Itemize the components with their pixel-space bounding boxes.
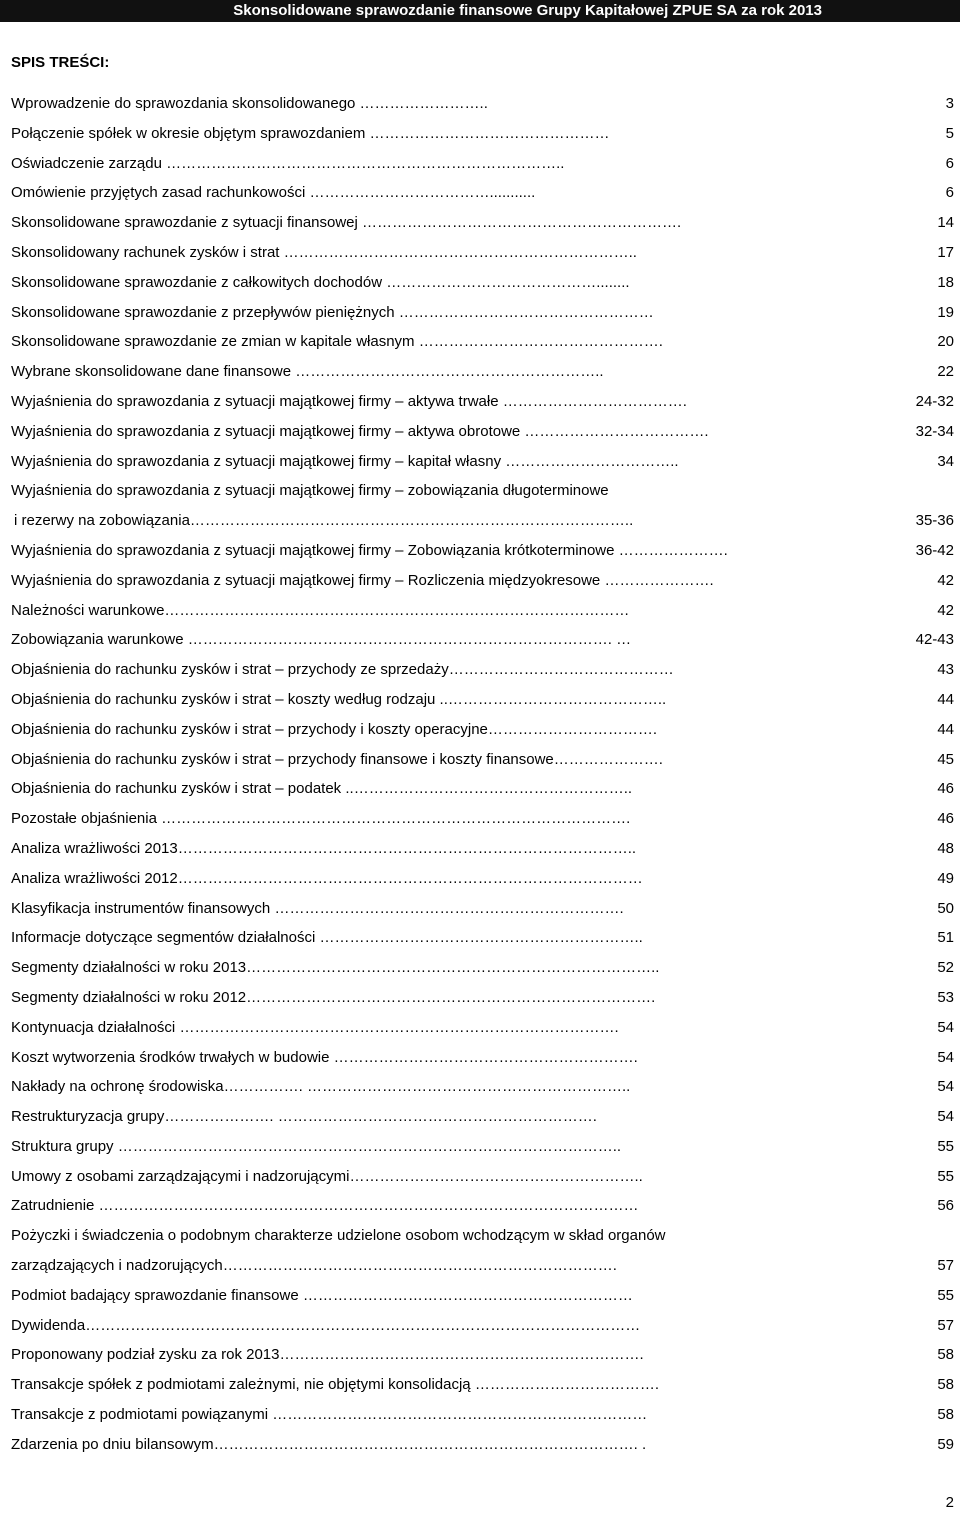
toc-entry-title: Skonsolidowane sprawozdanie z sytuacji finansowej (11, 214, 358, 232)
toc-entry-page: 55 (937, 1286, 954, 1304)
toc-entry-page: 6 (945, 154, 954, 172)
toc-entry[interactable] (0, 625, 960, 655)
toc-entry[interactable] (0, 655, 960, 685)
toc-entry-label (11, 333, 663, 350)
toc-entry[interactable] (0, 357, 960, 387)
toc-entry-label (11, 304, 654, 321)
toc-entry-label (11, 393, 687, 410)
toc-entry-label (11, 1436, 646, 1453)
toc-entry[interactable] (0, 327, 960, 357)
toc-entry-label (11, 155, 564, 172)
toc-entry-leader: ………………………………………………………………………………… (177, 869, 643, 887)
toc-entry-label (11, 214, 681, 231)
toc-entry-title: Segmenty działalności w roku 2012 (11, 988, 247, 1006)
toc-entry-label (11, 1227, 666, 1244)
toc-entry-label (11, 1019, 619, 1036)
toc-entry-label (11, 900, 624, 917)
toc-entry-leader: ……………………………………………………………………………….. (177, 839, 637, 857)
toc-entry-title: Analiza wrażliwości 2013 (11, 839, 178, 857)
toc-entry-title: i rezerwy na zobowiązania (14, 512, 190, 530)
toc-entry[interactable] (0, 1281, 960, 1311)
toc-entry-leader: …………………. (614, 541, 728, 559)
toc-entry-title: Objaśnienia do rachunku zysków i strat – przychody ze sprzedaży (11, 661, 449, 679)
toc-entry-page: 50 (937, 899, 954, 917)
toc-entry-leader: …………………. ………………………………………………………. (164, 1108, 597, 1126)
toc-entry[interactable] (0, 1191, 960, 1221)
toc-entry-title: Wyjaśnienia do sprawozdania z sytuacji majątkowej firmy – zobowiązania długoterminowe (11, 482, 609, 500)
toc-entry-title: Zdarzenia po dniu bilansowym (11, 1435, 214, 1453)
toc-entry-title: Klasyfikacja instrumentów finansowych (11, 899, 271, 917)
toc-entry[interactable] (0, 774, 960, 804)
toc-entry-label (11, 1287, 633, 1304)
toc-entry-page: 32-34 (915, 422, 954, 440)
toc-entry-label (11, 1257, 617, 1274)
toc-entry[interactable] (0, 983, 960, 1013)
toc-entry-title: Zobowiązania warunkowe (11, 631, 184, 649)
toc-entry-leader: ………………………………. (498, 392, 687, 410)
toc-entry-page: 55 (937, 1137, 954, 1155)
toc-entry-label (11, 1317, 640, 1334)
toc-entry-title: Proponowany podział zysku za rok 2013 (11, 1346, 280, 1364)
toc-entry-title: Nakłady na ochronę środowiska (11, 1078, 224, 1096)
toc-entry[interactable] (0, 268, 960, 298)
toc-entry-page: 34 (937, 452, 954, 470)
toc-entry-title: Skonsolidowane sprawozdanie ze zmian w kapitale własnym (11, 333, 415, 351)
toc-entry-page: 54 (937, 1078, 954, 1096)
toc-entry[interactable] (0, 506, 960, 536)
toc-entry-page: 17 (937, 243, 954, 261)
toc-entry-leader: ……………………………………………………………………….. (246, 959, 660, 977)
toc-entry-page: 59 (937, 1435, 954, 1453)
toc-entry[interactable] (0, 1340, 960, 1370)
toc-entry-title: Dywidenda (11, 1316, 86, 1334)
toc-entry-title: Skonsolidowane sprawozdanie z przepływów pieniężnych (11, 303, 395, 321)
toc-entry[interactable] (0, 953, 960, 983)
toc-entry-leader: ..…………………………………….. (435, 690, 667, 708)
toc-entry-leader: ……………………………. (487, 720, 658, 738)
toc-entry-label (11, 870, 643, 887)
toc-entry-label (11, 274, 630, 291)
toc-entry-leader: ………………………………………………………………… (268, 1406, 648, 1424)
toc-entry-title: Struktura grupy (11, 1137, 114, 1155)
toc-entry-page: 53 (937, 988, 954, 1006)
toc-entry-label (11, 929, 643, 946)
toc-entry-label (11, 184, 535, 201)
toc-entry[interactable] (0, 1132, 960, 1162)
toc-entry-title: Wyjaśnienia do sprawozdania z sytuacji majątkowej firmy – kapitał własny (11, 452, 502, 470)
toc-entry-label (11, 1197, 639, 1214)
toc-entry[interactable] (0, 566, 960, 596)
toc-entry-leader: ………………………………. (520, 422, 709, 440)
toc-entry-page: 36-42 (915, 541, 954, 559)
toc-entry[interactable] (0, 804, 960, 834)
toc-entry-label (11, 363, 604, 380)
toc-entry-leader: …………………………………………………………….. (279, 243, 637, 261)
toc-entry-title: Należności warunkowe (11, 601, 165, 619)
toc-entry-title: Koszt wytworzenia środków trwałych w budowie (11, 1048, 330, 1066)
toc-entry[interactable] (0, 476, 960, 506)
toc-entry-leader: …………………………………………………………………….. (161, 154, 565, 172)
toc-entry[interactable] (0, 447, 960, 477)
toc-entry-page: 51 (937, 929, 954, 947)
toc-entry[interactable] (0, 149, 960, 179)
toc-entry[interactable] (0, 1370, 960, 1400)
toc-entry-label (11, 959, 659, 976)
toc-entry[interactable] (0, 1221, 960, 1251)
toc-entry-title: zarządzających i nadzorujących (11, 1257, 223, 1275)
toc-entry-page: 35-36 (915, 512, 954, 530)
toc-entry-leader: ..……………………………………………….. (341, 780, 633, 798)
toc-entry-title: Omówienie przyjętych zasad rachunkowości (11, 184, 306, 202)
toc-entry-page: 49 (937, 869, 954, 887)
toc-entry-leader: ……………………………………………………. (329, 1048, 638, 1066)
toc-entry[interactable] (0, 89, 960, 119)
toc-entry-page: 45 (937, 750, 954, 768)
toc-entry-page: 58 (937, 1376, 954, 1394)
toc-entry-page: 3 (945, 95, 954, 112)
toc-entry-title: Objaśnienia do rachunku zysków i strat – koszty według rodzaju (11, 690, 436, 708)
toc-entry-page: 55 (937, 1167, 954, 1185)
toc-entry-label (11, 602, 629, 619)
toc-entry-label (11, 1138, 621, 1155)
toc-entry-label (11, 1376, 659, 1393)
toc-entry-leader: …………………………………………………………………………….. (189, 512, 634, 530)
toc-entry-leader: ………………………………………………………… (298, 1286, 633, 1304)
toc-entry[interactable] (0, 1251, 960, 1281)
toc-entry-label (11, 1078, 630, 1095)
page-number: 2 (945, 1494, 954, 1511)
toc-entry-leader: …………………………………………………….. (291, 363, 604, 381)
toc-entry[interactable] (0, 119, 960, 149)
toc-entry-title: Analiza wrażliwości 2012 (11, 869, 178, 887)
toc-entry-title: Połączenie spółek w okresie objętym sprawozdaniem (11, 124, 366, 142)
toc-entry[interactable] (0, 596, 960, 626)
toc-entry-page: 56 (937, 1197, 954, 1215)
toc-entry-title: Objaśnienia do rachunku zysków i strat – przychody finansowe i koszty finansowe (11, 750, 554, 768)
toc-entry-title: Pożyczki i świadczenia o podobnym charakterze udzielone osobom wchodzącym w skład organów (11, 1227, 666, 1245)
toc-entry-title: Transakcje z podmiotami powiązanymi (11, 1406, 269, 1424)
toc-entry-title: Pozostałe objaśnienia (11, 810, 157, 828)
toc-entry-label (11, 572, 714, 589)
toc-entry-title: Umowy z osobami zarządzającymi i nadzorującymi (11, 1167, 350, 1185)
toc-entry-label (11, 691, 666, 708)
toc-entry-leader: ………………………………………………………………………. (246, 988, 656, 1006)
toc-entry-label (11, 423, 709, 440)
toc-entry-page: 54 (937, 1108, 954, 1126)
toc-entry-leader: ………………………………………………….. (349, 1167, 643, 1185)
toc-entry-title: Kontynuacja działalności (11, 1018, 176, 1036)
toc-entry-page: 14 (937, 214, 954, 232)
toc-entry-page: 5 (945, 124, 954, 142)
toc-entry-page: 22 (937, 363, 954, 381)
toc-entry-label (11, 244, 637, 261)
toc-entry-label (11, 95, 488, 112)
toc-entry[interactable] (0, 387, 960, 417)
toc-entry-label (11, 989, 655, 1006)
toc-entry-label (11, 780, 632, 797)
toc-entry-leader: …………………………………………………………………………. … (183, 631, 632, 649)
toc-entry-leader: ……………. ……………………………………………………….. (223, 1078, 631, 1096)
toc-entry-label (11, 1168, 643, 1185)
toc-entry-leader: ……………………………………........ (382, 273, 630, 291)
toc-entry-title: Wyjaśnienia do sprawozdania z sytuacji majątkowej firmy – aktywa obrotowe (11, 422, 521, 440)
toc-entry[interactable] (0, 1162, 960, 1192)
toc-entry[interactable] (0, 894, 960, 924)
toc-entry-page: 6 (945, 184, 954, 202)
toc-entry[interactable] (0, 923, 960, 953)
toc-entry-leader: ……………………………………………………………………………. (175, 1018, 619, 1036)
toc-entry[interactable] (0, 178, 960, 208)
toc-entry-title: Skonsolidowany rachunek zysków i strat (11, 243, 280, 261)
toc-entry[interactable] (0, 1400, 960, 1430)
toc-entry-label (11, 542, 728, 559)
toc-entry-label (11, 1108, 597, 1125)
toc-entry-label (11, 1049, 638, 1066)
toc-entry[interactable] (0, 1043, 960, 1073)
toc-entry-page: 54 (937, 1018, 954, 1036)
toc-entry-title: Oświadczenie zarządu (11, 154, 162, 172)
toc-entry[interactable] (0, 715, 960, 745)
toc-entry-title: Transakcje spółek z podmiotami zależnymi, nie objętymi konsolidacją (11, 1376, 471, 1394)
toc-entry-page: 54 (937, 1048, 954, 1066)
toc-entry[interactable] (0, 208, 960, 238)
toc-entry-title: Skonsolidowane sprawozdanie z całkowitych dochodów (11, 273, 383, 291)
toc-entry[interactable] (0, 685, 960, 715)
toc-entry-page: 19 (937, 303, 954, 321)
toc-entry-title: Informacje dotyczące segmentów działalności (11, 929, 316, 947)
toc-entry-label (11, 840, 636, 857)
toc-entry-label (11, 751, 663, 768)
toc-entry-label (11, 482, 609, 499)
toc-entry-leader: …………………….. (355, 95, 488, 112)
toc-entry-label (11, 661, 674, 678)
toc-entry-page: 46 (937, 810, 954, 828)
toc-entry-leader: ………………………………. (470, 1376, 659, 1394)
toc-entry-leader: …………………………………………………………………………………. (156, 810, 631, 828)
toc-entry-title: Segmenty działalności w roku 2013 (11, 959, 247, 977)
toc-entry-page: 18 (937, 273, 954, 291)
toc-entry-title: Wyjaśnienia do sprawozdania z sytuacji majątkowej firmy – Zobowiązania krótkoterminowe (11, 541, 615, 559)
toc-entry-page: 52 (937, 959, 954, 977)
toc-entry-leader: ………………………………………… (365, 124, 610, 142)
toc-entry-leader: …………………. (553, 750, 663, 768)
toc-entry-title: Wprowadzenie do sprawozdania skonsolidowanego (11, 95, 356, 112)
toc-entry-leader: ………………………………........... (305, 184, 536, 202)
toc-entry-label (14, 512, 633, 529)
toc-entry-title: Objaśnienia do rachunku zysków i strat – przychody i koszty operacyjne (11, 720, 488, 738)
toc-entry-page: 46 (937, 780, 954, 798)
toc-entry-leader: …………………………….. (501, 452, 679, 470)
table-of-contents (0, 89, 960, 1460)
toc-entry-leader: ………………………………………………………………. (279, 1346, 644, 1364)
toc-entry-page: 44 (937, 720, 954, 738)
toc-title: SPIS TREŚCI: (11, 54, 110, 71)
toc-entry-page: 43 (937, 661, 954, 679)
toc-entry[interactable] (0, 1072, 960, 1102)
toc-entry-title: Wyjaśnienia do sprawozdania z sytuacji majątkowej firmy – aktywa trwałe (11, 392, 499, 410)
toc-entry-leader: ………………………………………………………………………………………………… (85, 1316, 641, 1334)
toc-entry-leader: ……………………………………………………………………………………………… (94, 1197, 639, 1215)
toc-entry-leader: ……………………………………………………….. (315, 929, 643, 947)
toc-entry-leader: …………………………………………. (414, 333, 663, 351)
toc-entry-label (11, 631, 631, 648)
toc-entry-leader: ………………………………………………………. (357, 214, 682, 232)
toc-entry-label (11, 453, 679, 470)
toc-entry-leader: …………………. (600, 571, 714, 589)
toc-entry-leader: ……………………………………………………………………. (222, 1257, 617, 1275)
toc-entry-title: Wybrane skonsolidowane dane finansowe (11, 363, 292, 381)
toc-entry-leader: ………………………………………………………………………………… (164, 601, 630, 619)
toc-entry-page: 20 (937, 333, 954, 351)
toc-entry-leader: …………………………………………… (394, 303, 654, 321)
toc-entry[interactable] (0, 536, 960, 566)
toc-entry-label (11, 721, 657, 738)
toc-entry-leader: ……………………………………… (448, 661, 674, 679)
toc-entry[interactable] (0, 238, 960, 268)
toc-entry-leader: ……………………………………………………………. (270, 899, 624, 917)
toc-entry-leader: …………………………………………………………………………. . (213, 1435, 647, 1453)
toc-entry-label (11, 810, 630, 827)
toc-entry-page: 42-43 (915, 631, 954, 649)
toc-entry[interactable] (0, 745, 960, 775)
toc-entry[interactable] (0, 834, 960, 864)
toc-entry-title: Zatrudnienie (11, 1197, 95, 1215)
toc-entry-page: 58 (937, 1406, 954, 1424)
toc-entry[interactable] (0, 1430, 960, 1460)
toc-entry-label (11, 1406, 647, 1423)
toc-entry-page: 42 (937, 601, 954, 619)
toc-entry-page: 24-32 (915, 392, 954, 410)
toc-entry-page: 48 (937, 839, 954, 857)
toc-entry-page: 57 (937, 1316, 954, 1334)
document-header: Skonsolidowane sprawozdanie finansowe Grupy Kapitałowej ZPUE SA za rok 2013 (0, 0, 960, 22)
toc-entry-label (11, 125, 610, 142)
toc-entry-page: 58 (937, 1346, 954, 1364)
toc-entry[interactable] (0, 417, 960, 447)
toc-entry[interactable] (0, 1311, 960, 1341)
toc-entry-page: 42 (937, 571, 954, 589)
toc-entry-title: Restrukturyzacja grupy (11, 1108, 165, 1126)
toc-entry-page: 44 (937, 690, 954, 708)
toc-entry[interactable] (0, 298, 960, 328)
toc-entry[interactable] (0, 1013, 960, 1043)
toc-entry-title: Objaśnienia do rachunku zysków i strat – podatek (11, 780, 342, 798)
toc-entry-leader: ……………………………………………………………………………………….. (113, 1137, 622, 1155)
toc-entry[interactable] (0, 864, 960, 894)
toc-entry-title: Podmiot badający sprawozdanie finansowe (11, 1286, 299, 1304)
toc-entry-title: Wyjaśnienia do sprawozdania z sytuacji majątkowej firmy – Rozliczenia międzyokresowe (11, 571, 601, 589)
toc-entry-page: 57 (937, 1257, 954, 1275)
toc-entry-label (11, 1346, 644, 1363)
toc-entry[interactable] (0, 1102, 960, 1132)
